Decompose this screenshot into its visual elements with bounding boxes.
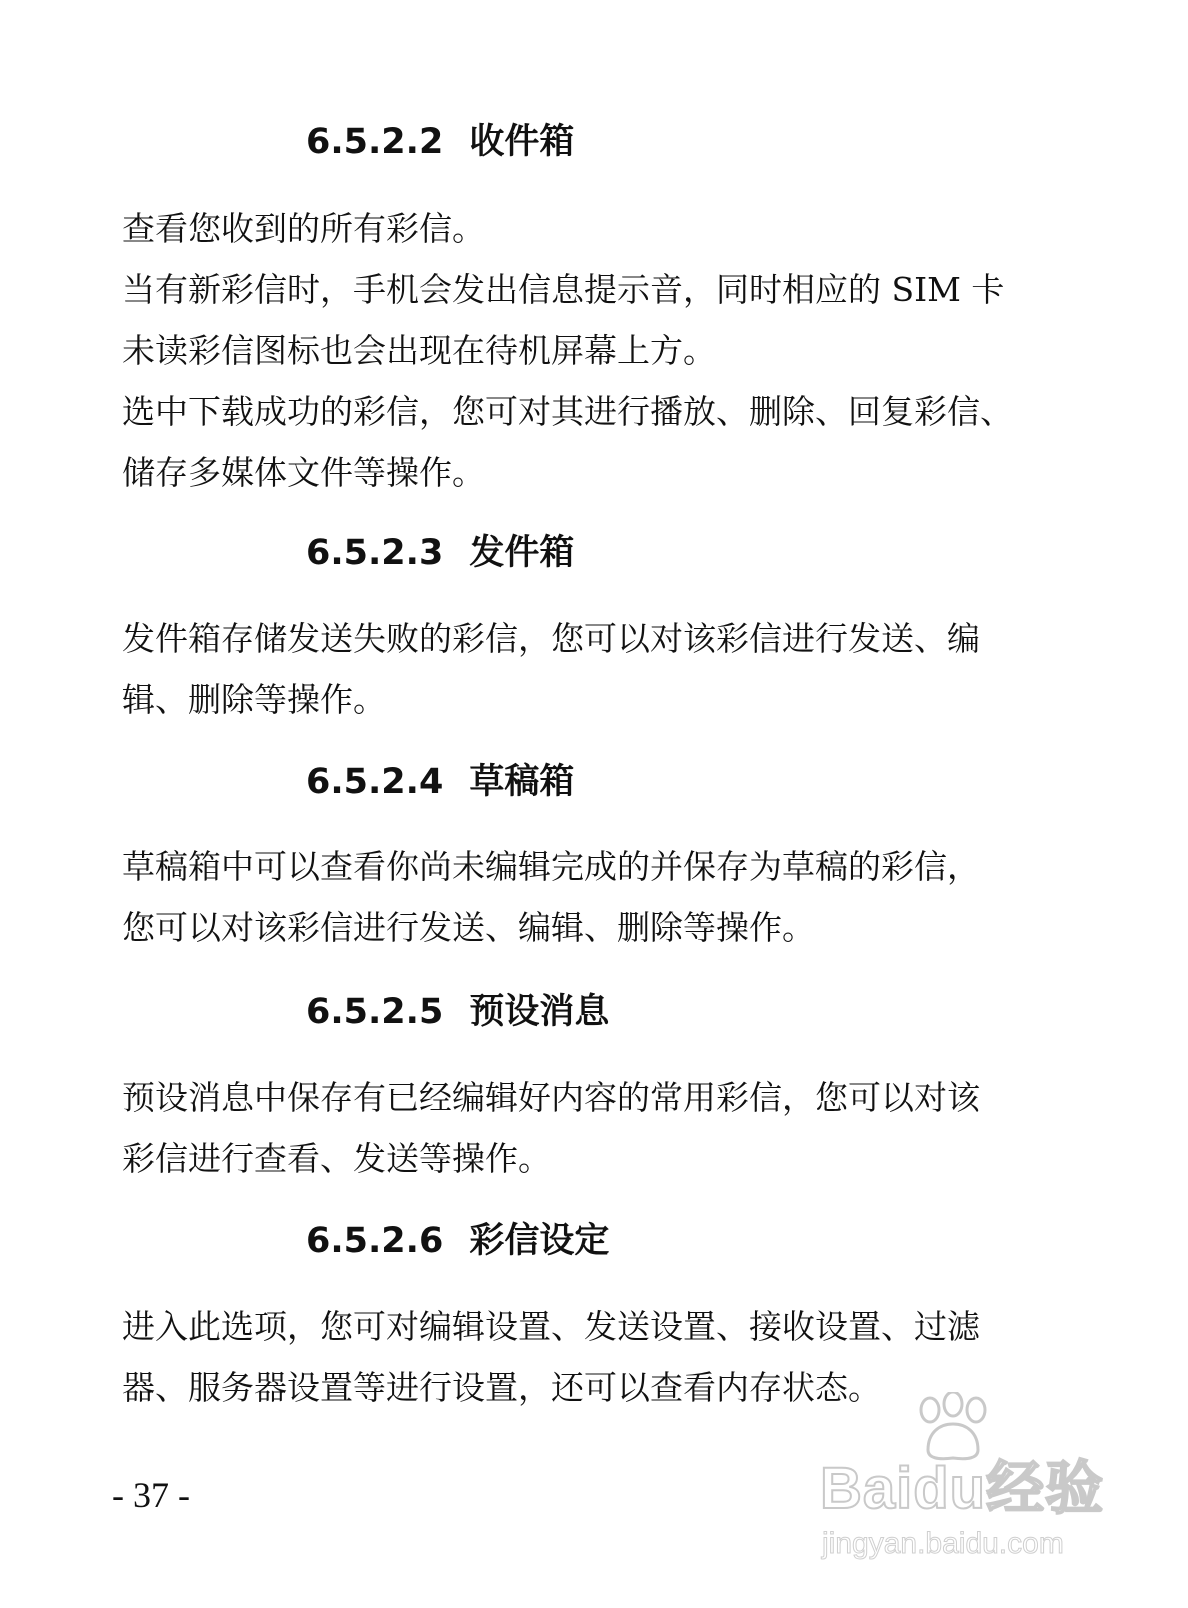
paw-icon (908, 1392, 998, 1462)
paragraph-line: 草稿箱中可以查看你尚未编辑完成的并保存为草稿的彩信， (122, 847, 980, 886)
section-number: 6.5.2.4 (306, 762, 444, 802)
section-heading (306, 992, 609, 1032)
section-heading (306, 762, 574, 802)
section-heading (306, 122, 574, 162)
section-title: 收件箱 (469, 122, 575, 162)
paragraph (122, 198, 1042, 259)
paragraph-line: 查看您收到的所有彩信。 (122, 209, 485, 248)
paragraph-line: 彩信进行查看、发送等操作。 (122, 1139, 551, 1178)
paragraph (122, 1067, 1042, 1189)
paragraph-line: 当有新彩信时，手机会发出信息提示音，同时相应的 SIM 卡 (122, 270, 1005, 309)
section-title: 预设消息 (469, 992, 610, 1032)
paragraph-line: 您可以对该彩信进行发送、编辑、删除等操作。 (122, 908, 815, 947)
paragraph-line: 进入此选项，您可对编辑设置、发送设置、接收设置、过滤 (122, 1307, 980, 1346)
section-title: 彩信设定 (469, 1221, 610, 1261)
section-title: 草稿箱 (469, 762, 575, 802)
paragraph (122, 608, 1042, 730)
paragraph-line: 预设消息中保存有已经编辑好内容的常用彩信，您可以对该 (122, 1078, 980, 1117)
paragraph-line: 选中下载成功的彩信，您可对其进行播放、删除、回复彩信、 (122, 392, 1013, 431)
section-number: 6.5.2.3 (306, 533, 444, 573)
paragraph-line: 未读彩信图标也会出现在待机屏幕上方。 (122, 331, 716, 370)
section-number: 6.5.2.5 (306, 992, 444, 1032)
watermark (820, 1392, 1120, 1572)
paragraph-line: 器、服务器设置等进行设置，还可以查看内存状态。 (122, 1368, 881, 1407)
page-number: - 37 - (112, 1475, 190, 1515)
section-number: 6.5.2.6 (306, 1221, 444, 1261)
paragraph (122, 381, 1042, 503)
paragraph (122, 259, 1042, 381)
paragraph (122, 836, 1042, 958)
section-heading (306, 533, 574, 573)
paragraph-line: 发件箱存储发送失败的彩信，您可以对该彩信进行发送、编 (122, 619, 980, 658)
section-heading (306, 1221, 609, 1261)
section-number: 6.5.2.2 (306, 122, 444, 162)
section-title: 发件箱 (469, 533, 575, 573)
paragraph-line: 储存多媒体文件等操作。 (122, 453, 485, 492)
watermark-url: jingyan.baidu.com (822, 1527, 1064, 1560)
paragraph-line: 辑、删除等操作。 (122, 680, 386, 719)
watermark-brand: Baidu经验 (820, 1456, 1105, 1521)
